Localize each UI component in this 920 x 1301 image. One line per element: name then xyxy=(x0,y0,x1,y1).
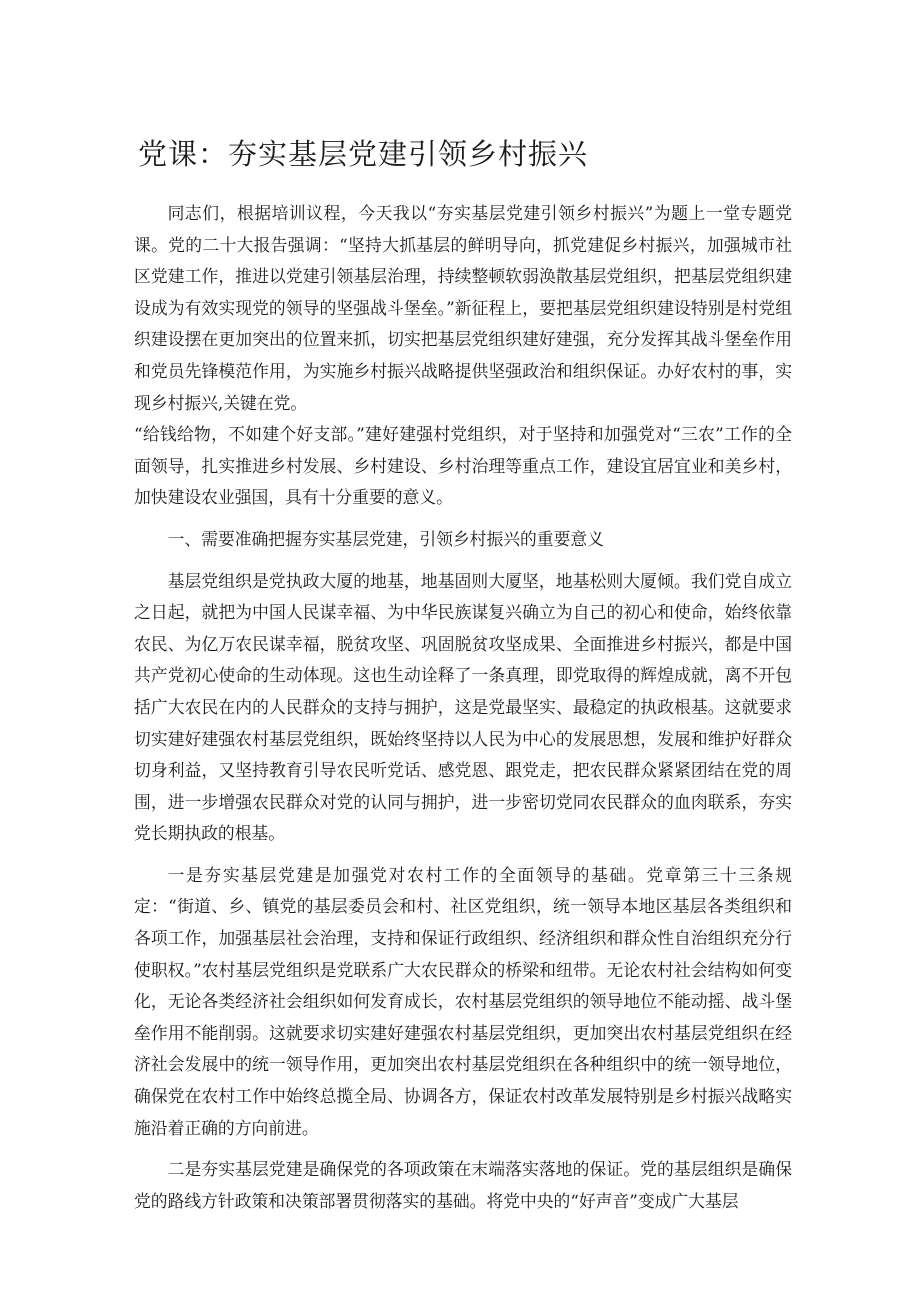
paragraph-point-1: 一是夯实基层党建是加强党对农村工作的全面领导的基础。党章第三十三条规定：“街道、乡、镇党的基层委员会和村、社区党组织，统一领导本地区基层各类组织和各项工作，加强基层社会治理，支持和保证行政组织、经济组织和群众性自治组织充分行使职权。”农村基层党组织是党联系广大农民群众的桥梁和纽带。无论农村社会结构如何变化，无论各类经济社会组织如何发育成长，农村基层党组织的领导地位不能动摇、战斗堡垒作用不能削弱。这就要求切实建好建强农村基层党组织，更加突出农村基层党组织在经济社会发展中的统一领导作用，更加突出农村基层党组织在各种组织中的统一领导地位，确保党在农村工作中始终总揽全局、协调各方，保证农村改革发展特别是乡村振兴战略实施沿着正确的方向前进。 xyxy=(134,864,792,1138)
paragraph-point-2: 二是夯实基层党建是确保党的各项政策在末端落实落地的保证。党的基层组织是确保党的路线方针政策和决策部署贯彻落实的基础。将党中央的“好声音”变成广大基层 xyxy=(134,1159,792,1211)
document-title: 党课：夯实基层党建引领乡村振兴 xyxy=(138,137,589,171)
paragraph-intro: 同志们，根据培训议程，今天我以“夯实基层党建引领乡村振兴”为题上一堂专题党课。党的二十大报告强调：“坚持大抓基层的鲜明导向，抓党建促乡村振兴，加强城市社区党建工作，推进以党建引领基层治理，持续整顿软弱涣散基层党组织，把基层党组织建设成为有效实现党的领导的坚强战斗堡垒。”新征程上，要把基层党组织建设特别是村党组织建设摆在更加突出的位置来抓，切实把基层党组织建好建强，充分发挥其战斗堡垒作用和党员先锋模范作用，为实施乡村振兴战略提供坚强政治和组织保证。办好农村的事，实现乡村振兴,关键在党。 xyxy=(134,203,792,413)
section-heading-1: 一、需要准确把握夯实基层党建，引领乡村振兴的重要意义 xyxy=(167,528,604,549)
paragraph-quote: “给钱给物，不如建个好支部。”建好建强村党组织，对于坚持和加强党对“三农”工作的全面领导，扎实推进乡村发展、乡村建设、乡村治理等重点工作，建设宜居宜业和美乡村，加快建设农业强国，具有十分重要的意义。 xyxy=(134,424,792,508)
paragraph-foundation: 基层党组织是党执政大厦的地基，地基固则大厦坚，地基松则大厦倾。我们党自成立之日起，就把为中国人民谋幸福、为中华民族谋复兴确立为自己的初心和使命，始终依靠农民、为亿万农民谋幸福，脱贫攻坚、巩固脱贫攻坚成果、全面推进乡村振兴，都是中国共产党初心使命的生动体现。这也生动诠释了一条真理，即党取得的辉煌成就，离不开包括广大农民在内的人民群众的支持与拥护，这是党最坚实、最稳定的执政根基。这就要求切实建好建强农村基层党组织，既始终坚持以人民为中心的发展思想，发展和维护好群众切身利益，又坚持教育引导农民听党话、感党恩、跟党走，把农民群众紧紧团结在党的周围，进一步增强农民群众对党的认同与拥护，进一步密切党同农民群众的血肉联系，夯实党长期执政的根基。 xyxy=(134,570,792,844)
